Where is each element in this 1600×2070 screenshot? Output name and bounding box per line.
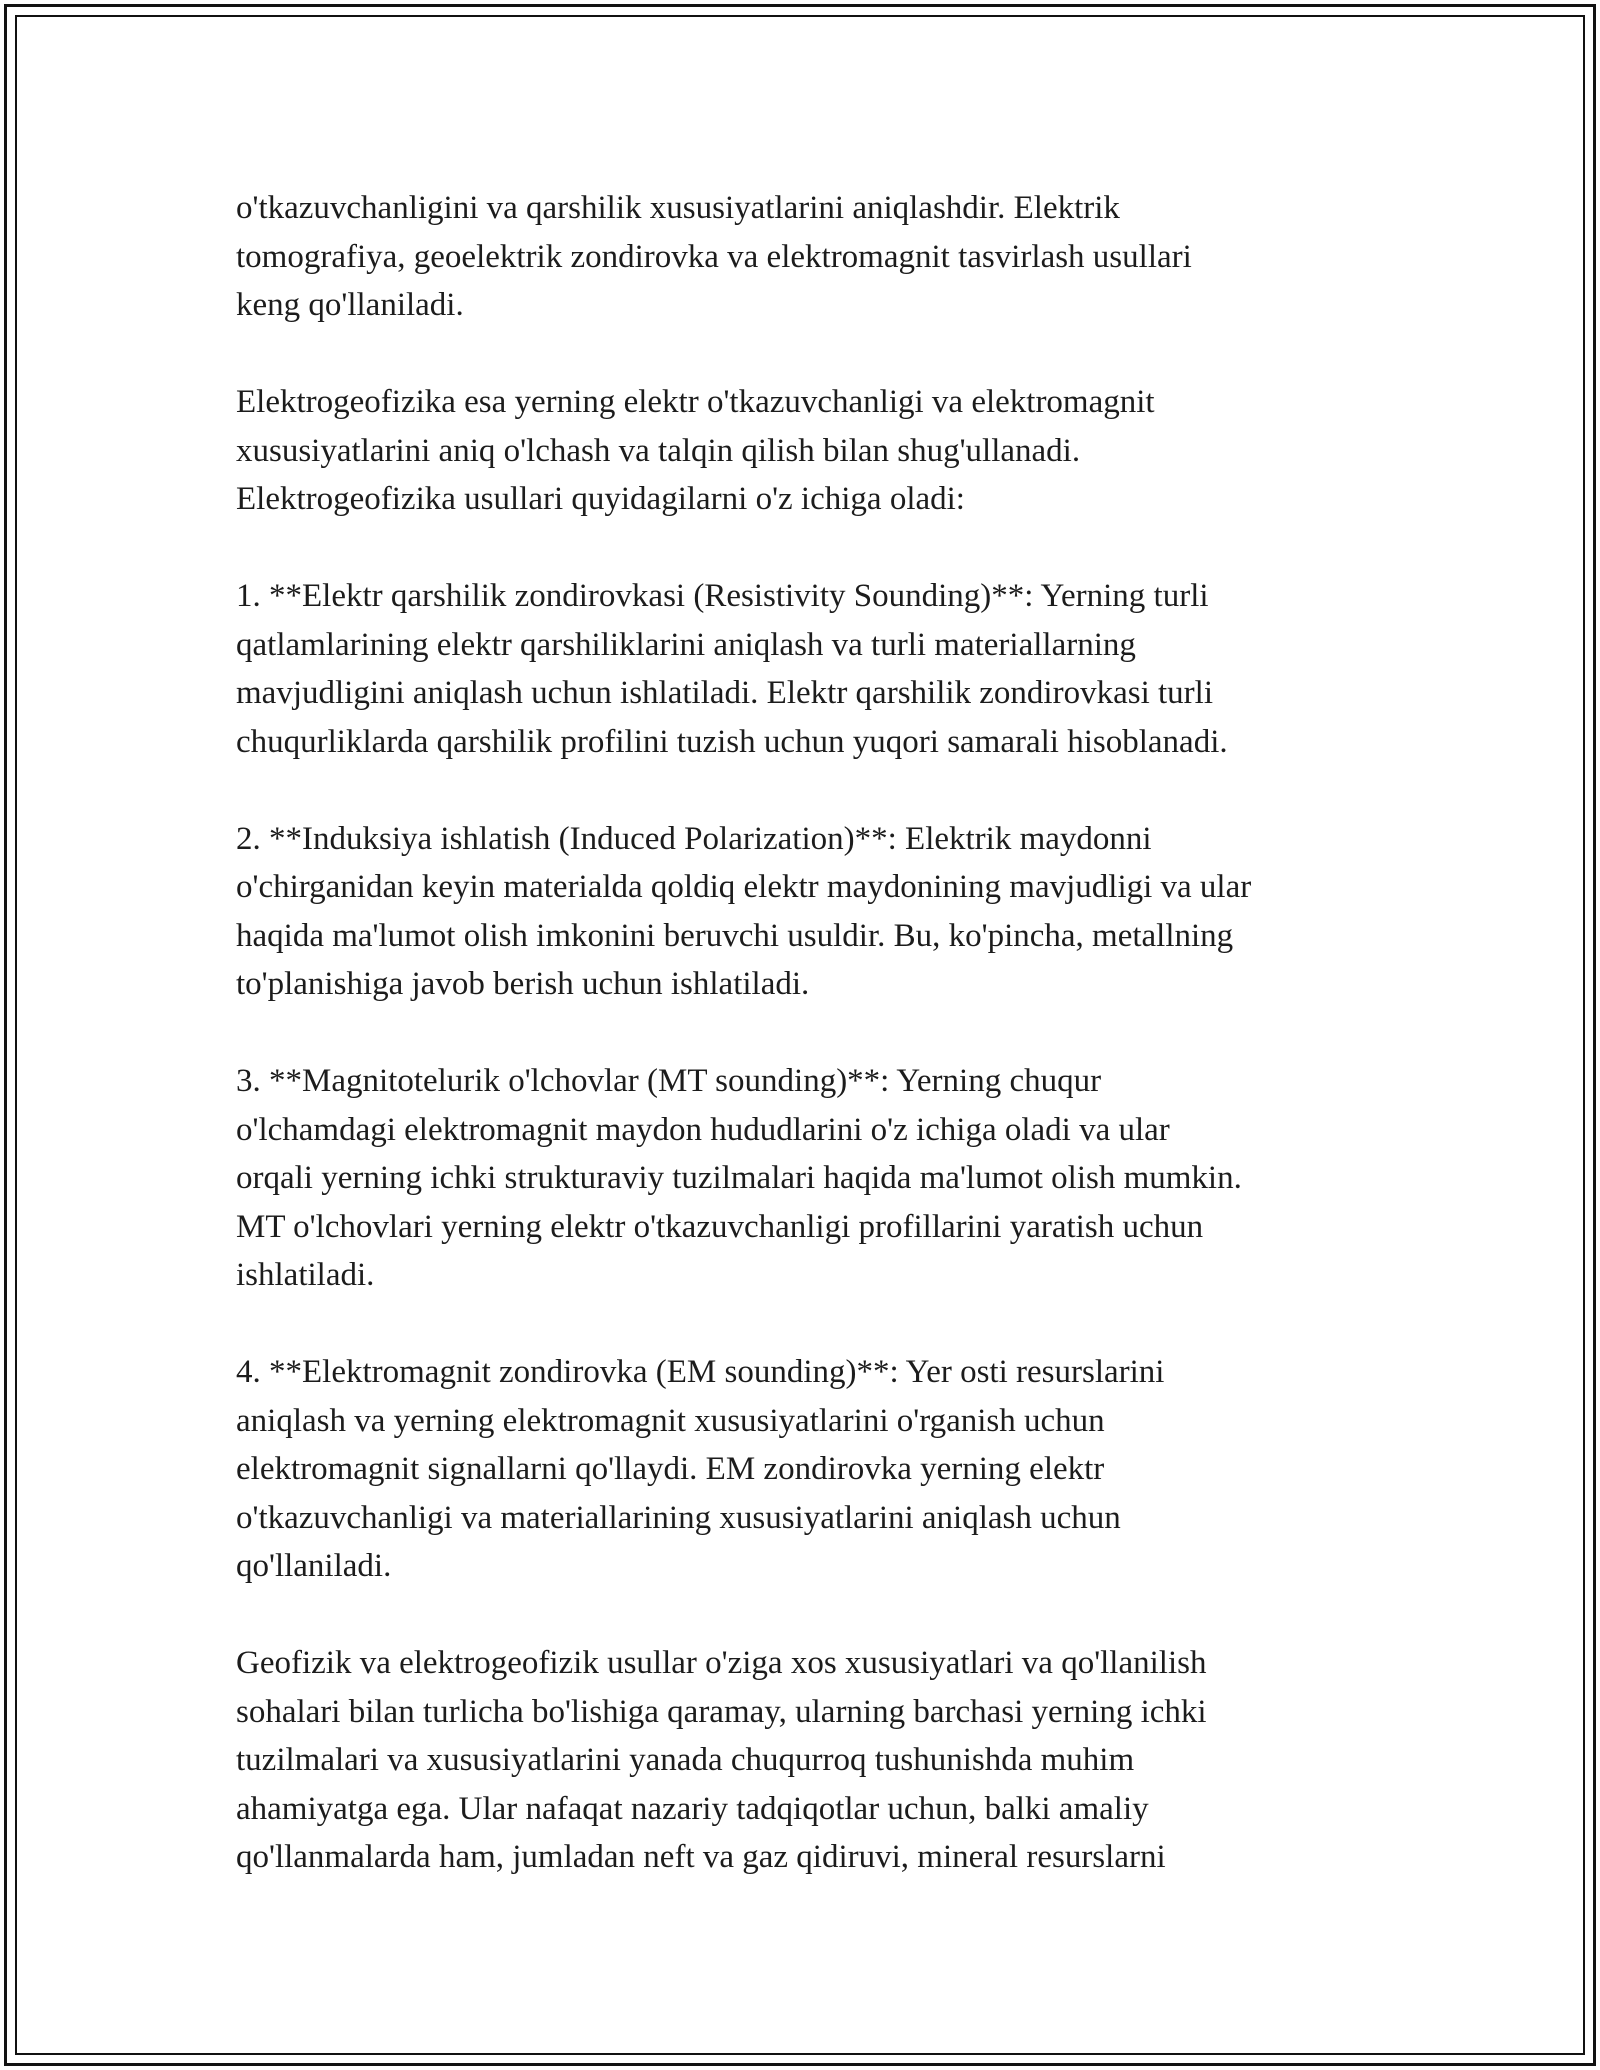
paragraph-electrogeophysics-definition: Elektrogeofizika esa yerning elektr o'tkazuvchanligi va elektromagnit xususiyatlarini aniq o'lchash va talqin qilish bilan shug'ullanadi. Elektrogeofizika usullari quyidagilarni o'z ichiga oladi:	[236, 384, 1155, 517]
list-item-em-sounding: 4. **Elektromagnit zondirovka (EM sounding)**: Yer osti resurslarini aniqlash va yerning elektromagnit xususiyatlarini o'rganish uchun elektromagnit signallarni qo'llaydi. EM zondirovka yerning elektr o'tkazuvchanligi va materiallarining xususiyatlarini aniqlash uchun qo'llaniladi.	[236, 1354, 1165, 1584]
paragraph-conclusion: Geofizik va elektrogeofizik usullar o'ziga xos xususiyatlari va qo'llanilish sohalari bilan turlicha bo'lishiga qaramay, ularning barchasi yerning ichki tuzilmalari va xususiyatlarini yanada chuqurroq tushunishda muhim ahamiyatga ega. Ular nafaqat nazariy tadqiqotlar uchun, balki amaliy qo'llanmalarda ham, jumladan neft va gaz qidiruvi, mineral resurslarni	[236, 1645, 1207, 1875]
list-item-induced-polarization: 2. **Induksiya ishlatish (Induced Polarization)**: Elektrik maydonni o'chirganidan keyin materialda qoldiq elektr maydonining mavjudligi va ular haqida ma'lumot olish imkonini beruvchi usuldir. Bu, ko'pincha, metallning to'planishiga javob berish uchun ishlatiladi.	[236, 820, 1252, 1002]
paragraph-intro-continuation: o'tkazuvchanligini va qarshilik xususiyatlarini aniqlashdir. Elektrik tomografiya, geoelektrik zondirovka va elektromagnit tasvirlash usullari keng qo'llaniladi.	[236, 190, 1192, 323]
list-item-resistivity-sounding: 1. **Elektr qarshilik zondirovkasi (Resistivity Sounding)**: Yerning turli qatlamlarining elektr qarshiliklarini aniqlash va turli materiallarning mavjudligini aniqlash uchun ishlatiladi. Elektr qarshilik zondirovkasi turli chuqurliklarda qarshilik profilini tuzish uchun yuqori samarali hisoblanadi.	[236, 578, 1228, 760]
list-item-mt-sounding: 3. **Magnitotelurik o'lchovlar (MT sounding)**: Yerning chuqur o'lchamdagi elektromagnit maydon hududlarini o'z ichiga oladi va ular orqali yerning ichki strukturaviy tuzilmalari haqida ma'lumot olish mumkin. MT o'lchovlari yerning elektr o'tkazuvchanligi profillarini yaratish uchun ishlatiladi.	[236, 1063, 1242, 1293]
document-body	[236, 184, 1376, 1930]
